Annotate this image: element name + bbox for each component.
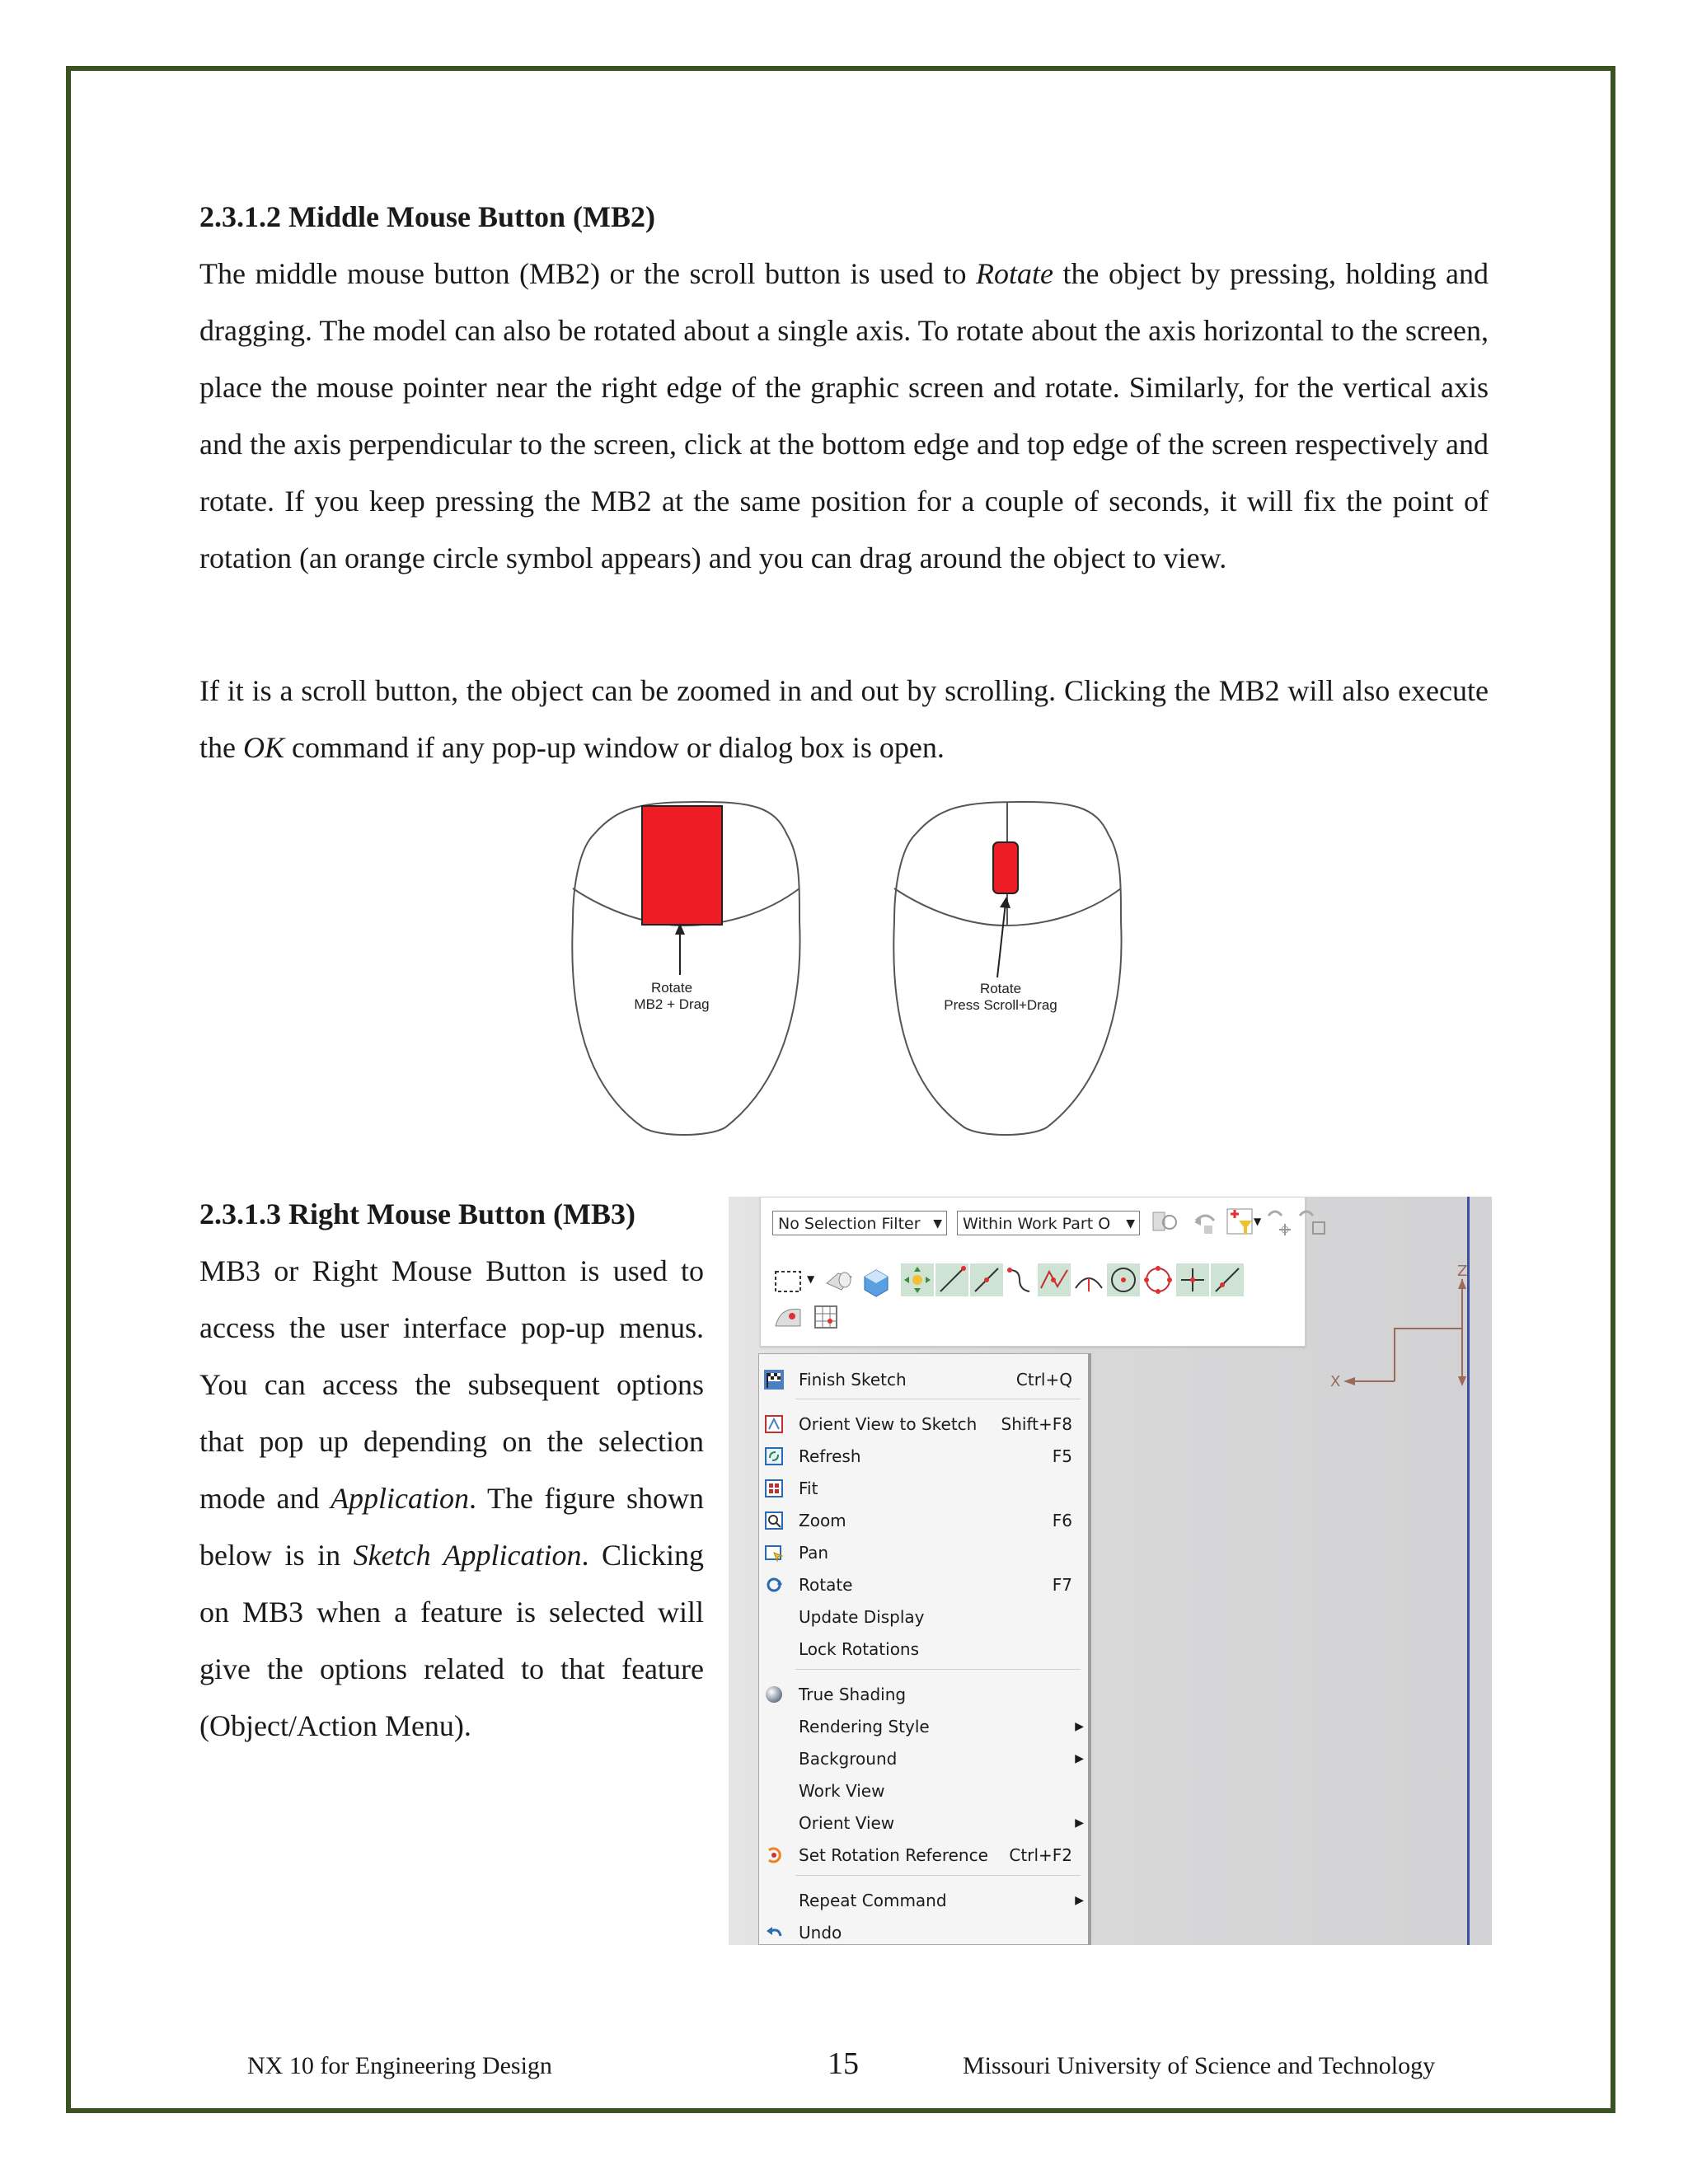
finish-flag-icon [764,1370,784,1390]
menu-separator [795,1669,1081,1670]
page-number: 15 [828,2046,859,2081]
existing-point-icon[interactable] [1176,1263,1209,1296]
menu-separator [795,1875,1081,1876]
undo-filter-icon[interactable] [1189,1206,1222,1239]
menu-item-orient-view-to-sketch[interactable]: Orient View to Sketch Shift+F8 [759,1410,1072,1438]
rotation-reference-icon [764,1845,784,1865]
nx-sketch-screenshot [729,1197,1492,1945]
submenu-arrow-icon: ▶ [1075,1720,1084,1733]
menu-item-zoom[interactable]: Zoom F6 [759,1507,1072,1535]
midpoint-icon[interactable] [970,1263,1003,1296]
refresh-icon [764,1446,784,1466]
orient-view-icon [764,1414,784,1434]
chevron-down-icon[interactable]: ▼ [1254,1216,1262,1227]
menu-item-orient-view[interactable]: Orient View ▶ [759,1809,1072,1837]
selection-toolbar [760,1197,1306,1347]
zoom-icon [764,1511,784,1530]
menu-item-finish-sketch[interactable]: Finish Sketch Ctrl+Q [759,1366,1072,1394]
section-heading-mb3: 2.3.1.3 Right Mouse Button (MB3) [199,1197,635,1230]
axis-z-label: Z [1457,1263,1468,1280]
menu-item-repeat-command[interactable]: Repeat Command ▶ [759,1886,1072,1915]
undo-icon [764,1923,784,1943]
menu-item-rotate[interactable]: Rotate F7 [759,1571,1072,1599]
point-on-curve-icon[interactable] [1211,1263,1244,1296]
control-point-icon[interactable] [1003,1263,1036,1296]
rotate-icon [764,1575,784,1595]
fit-icon [764,1479,784,1498]
arc-center-icon[interactable] [1072,1263,1105,1296]
scope-dropdown[interactable]: Within Work Part O ▼ [957,1211,1140,1235]
mb3-paragraph: MB3 or Right Mouse Button is used to access the user interface pop-up menus. You can access the subsequent options that pop up depending on the selection mode and Application. The figure shown below is in Sketch Application. Clicking on MB3 when a feature is selected will give the options related to that feature (Object/Action Menu). [199,1254,704,1742]
chevron-down-icon: ▼ [933,1217,942,1230]
menu-item-fit[interactable]: Fit [759,1474,1072,1502]
context-menu [758,1353,1091,1945]
snap-point-icon[interactable] [1264,1206,1296,1239]
mb2-paragraph-1: The middle mouse button (MB2) or the scroll button is used to Rotate the object by pressing, holding and dragging. The model can also be rotated about a single axis. To rotate about the axis horizontal to the screen, place the mouse pointer near the right edge of the graphic screen and rotate. Similarly, for the vertical axis and the axis perpendicular to the screen, click at the bottom edge and top edge of the screen respectively and rotate. If you keep pressing the MB2 at the same position for a couple of seconds, it will fix the point of rotation (an orange circle symbol appears) and you can drag around the object to view. [199,257,1489,574]
pan-icon [764,1543,784,1563]
footer-left: NX 10 for Engineering Design [247,2052,552,2079]
filter-group-icon[interactable] [1148,1206,1181,1239]
selection-filter-dropdown[interactable]: No Selection Filter ▼ [772,1211,947,1235]
right-mouse-illustration [893,802,1121,1135]
quadrant-point-icon[interactable] [1142,1263,1175,1296]
line-end-icon[interactable] [935,1263,968,1296]
rectangle-select-icon[interactable] [772,1265,805,1298]
chevron-down-icon: ▼ [1126,1217,1135,1230]
mb2-paragraph-2: If it is a scroll button, the object can be zoomed in and out by scrolling. Clicking the MB2 will also execute the OK command if any pop-up window or dialog box is open. [199,674,1489,764]
scroll-button-highlight [642,806,722,925]
submenu-arrow-icon: ▶ [1075,1816,1084,1830]
menu-item-set-rotation-reference[interactable]: Set Rotation Reference Ctrl+F2 [759,1841,1072,1869]
type-filter-icon[interactable] [1224,1206,1257,1239]
axis-x-label: X [1330,1373,1341,1390]
inferred-point-icon[interactable] [901,1263,934,1296]
right-mouse-label-2: Press Scroll+Drag [944,997,1057,1013]
bounded-grid-icon[interactable] [810,1301,843,1334]
menu-item-refresh[interactable]: Refresh F5 [759,1442,1072,1470]
menu-item-update-display[interactable]: Update Display [799,1607,925,1627]
csys-triad [1322,1263,1492,1444]
scroll-wheel-highlight [993,842,1018,893]
submenu-arrow-icon: ▶ [1075,1752,1084,1765]
point-on-surface-icon[interactable] [772,1301,805,1334]
submenu-arrow-icon: ▶ [1075,1894,1084,1907]
left-mouse-illustration [572,802,799,1135]
chevron-down-icon[interactable]: ▼ [807,1273,815,1285]
feature-select-icon[interactable] [823,1265,856,1298]
left-mouse-label-1: Rotate [650,980,693,996]
menu-item-true-shading[interactable]: True Shading [759,1680,1072,1708]
menu-item-work-view[interactable]: Work View [799,1781,885,1801]
section-heading-mb2: 2.3.1.2 Middle Mouse Button (MB2) [199,200,655,233]
body-select-icon[interactable] [860,1265,893,1298]
select-all-icon[interactable] [1296,1206,1329,1239]
right-mouse-label-1: Rotate [979,981,1022,996]
mouse-figure [560,798,1596,1136]
footer-right: Missouri University of Science and Technology [963,2052,1436,2079]
menu-item-undo[interactable]: Undo [759,1919,1072,1947]
menu-item-lock-rotations[interactable]: Lock Rotations [799,1639,920,1659]
intersection-icon[interactable] [1038,1263,1071,1296]
menu-item-rendering-style[interactable]: Rendering Style ▶ [759,1713,1072,1741]
menu-item-background[interactable]: Background ▶ [759,1745,1072,1773]
menu-item-pan[interactable]: Pan [759,1539,1072,1567]
left-mouse-label-2: MB2 + Drag [634,996,710,1012]
sphere-icon [764,1685,784,1704]
circle-center-icon[interactable] [1107,1263,1140,1296]
